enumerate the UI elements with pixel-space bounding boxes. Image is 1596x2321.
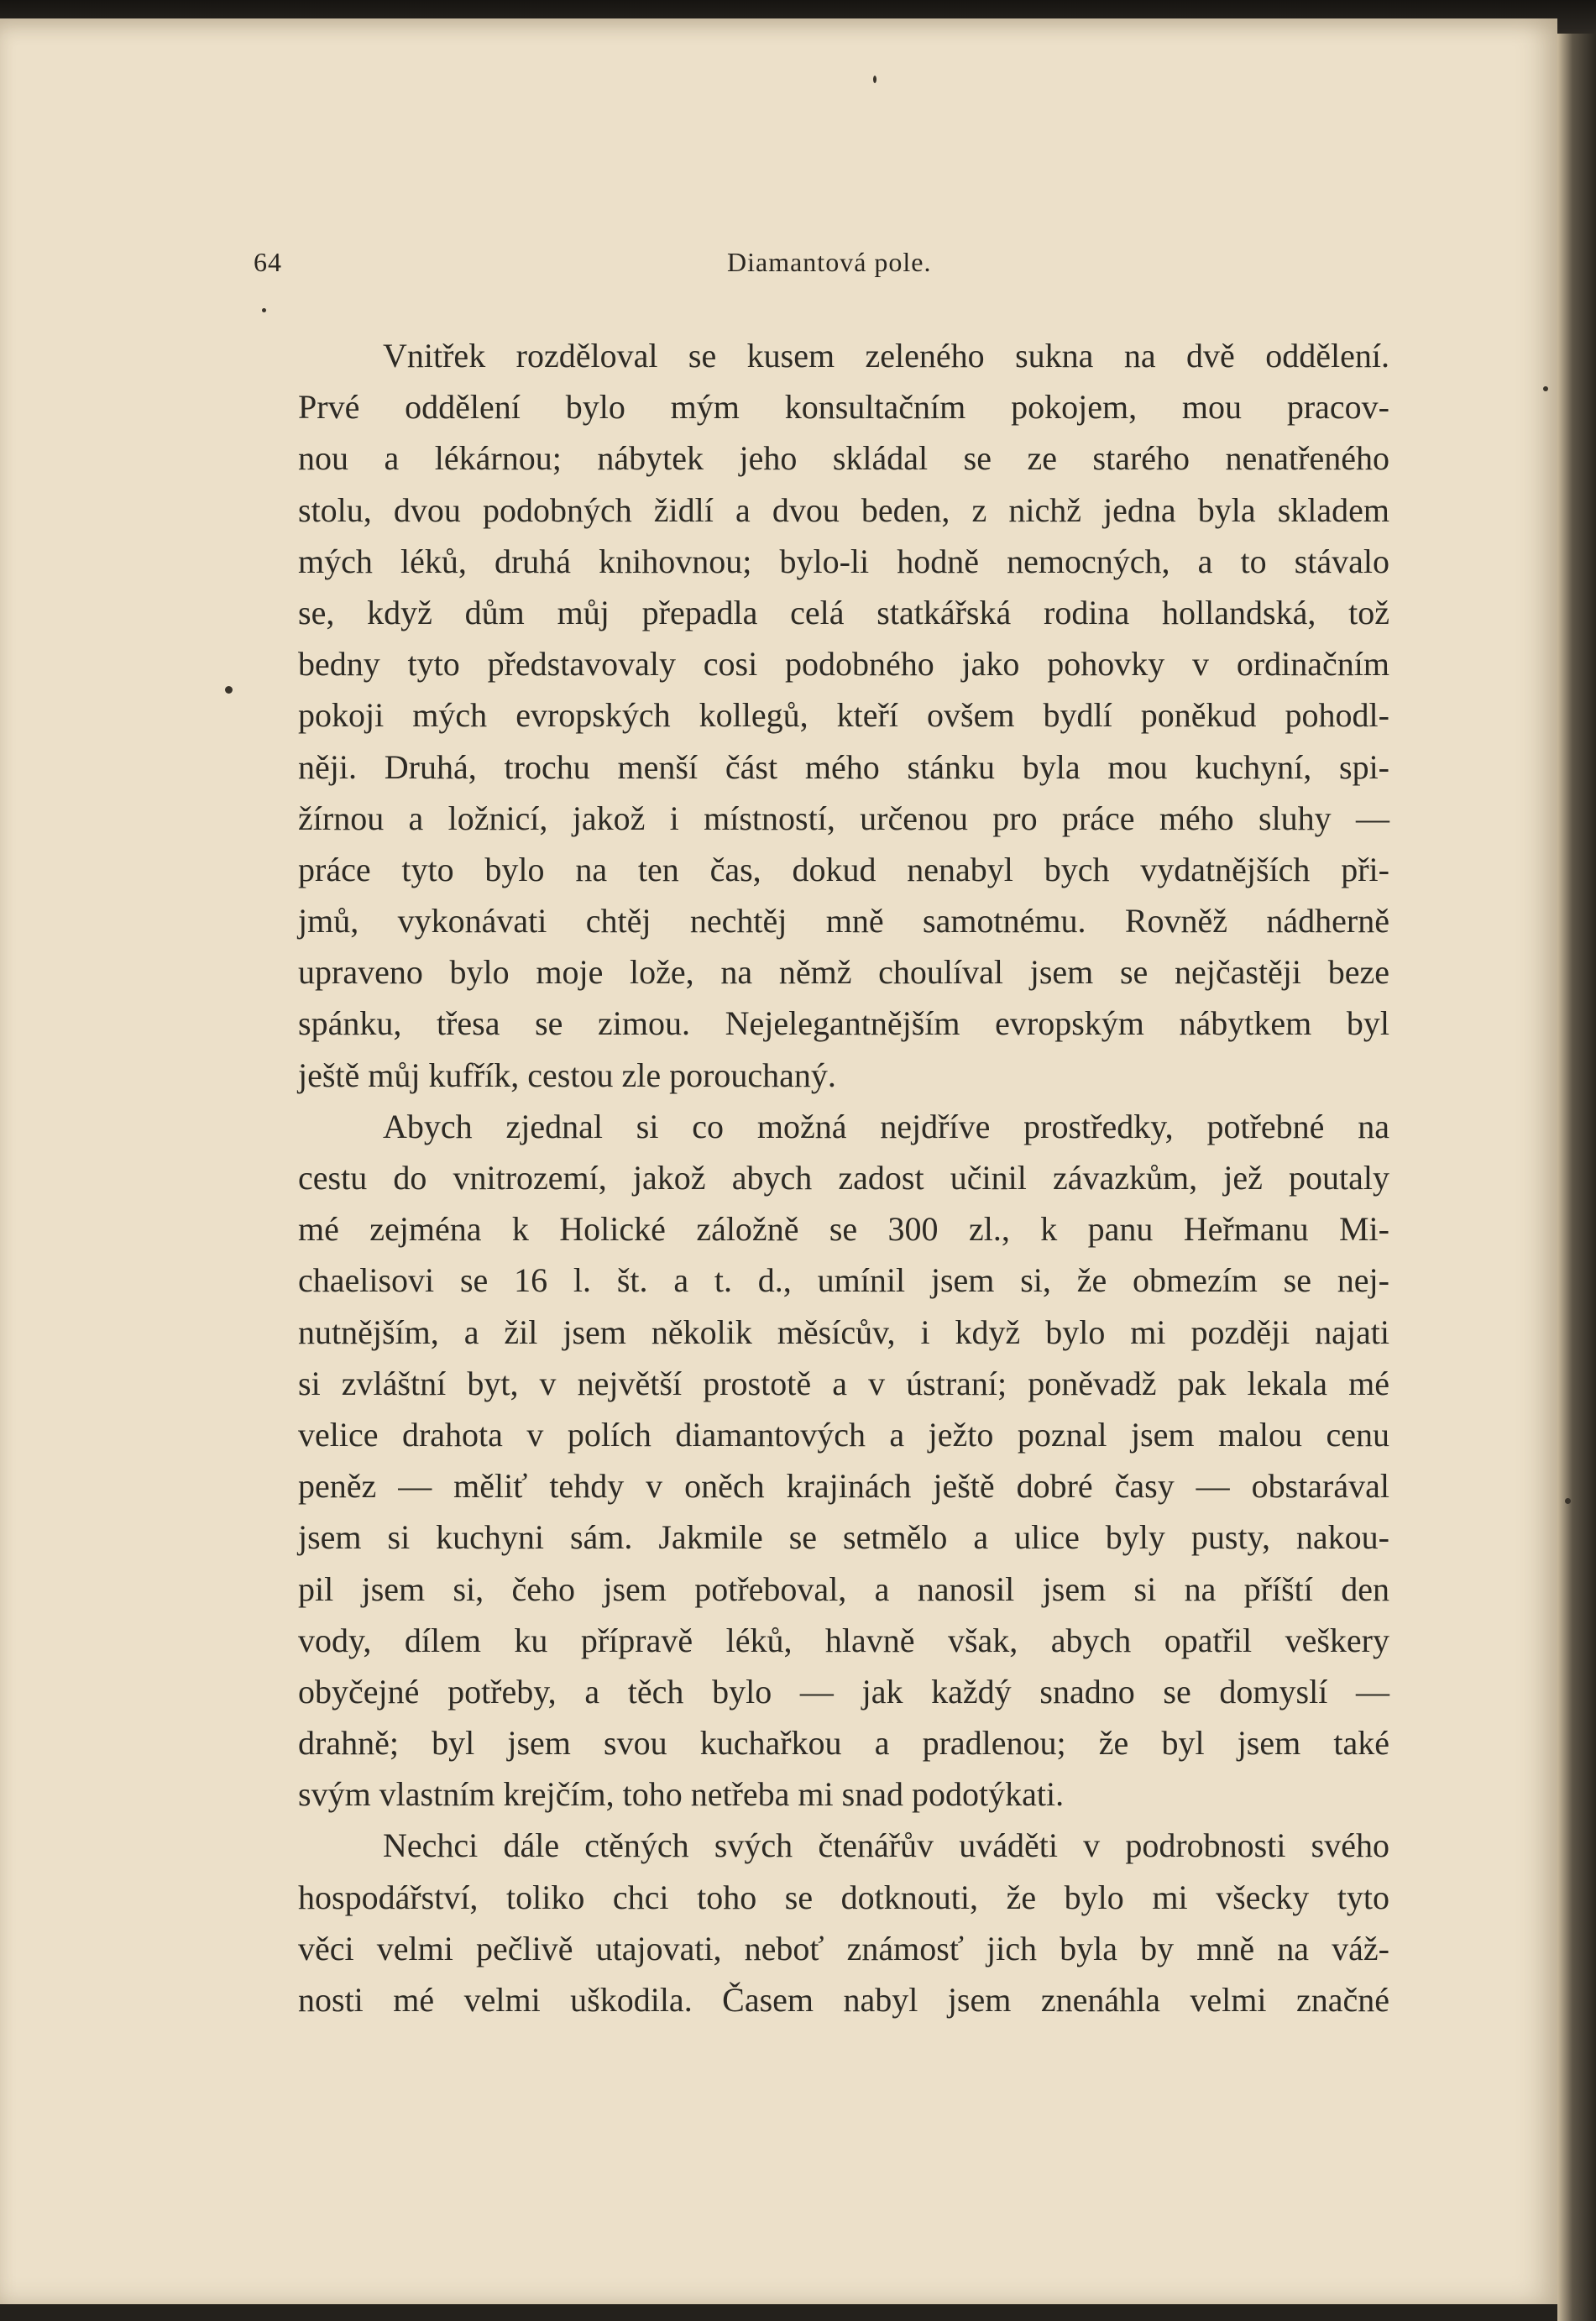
text-line: mé zejména k Holické záložně se 300 zl., k panu Heřmanu Mi- [298, 1210, 1389, 1249]
text-line: Prvé oddělení bylo mým konsultačním pokojem, mou pracov- [298, 388, 1389, 427]
text-line: jsem si kuchyni sám. Jakmile se setmělo a ulice byly pusty, nakou- [298, 1518, 1389, 1557]
paper-speck [1543, 386, 1548, 391]
paragraph-1 [298, 330, 1389, 1101]
paper-speck [873, 76, 876, 83]
text-line: jmů, vykonávati chtěj nechtěj mně samotnému. Rovněž nádherně [298, 902, 1389, 940]
text-line: spánku, třesa se zimou. Nejelegantnějším evropským nábytkem byl [298, 1004, 1389, 1043]
text-line: věci velmi pečlivě utajovati, neboť známosť jich byla by mně na váž- [298, 1929, 1389, 1967]
text-line: velice drahota v polích diamantových a ježto poznal jsem malou cenu [298, 1415, 1389, 1454]
text-line: Vnitřek rozděloval se kusem zeleného sukna na dvě oddělení. [383, 337, 1389, 375]
text-line: něji. Druhá, trochu menší část mého stánku byla mou kuchyní, spi- [298, 747, 1389, 786]
text-line: pil jsem si, čeho jsem potřeboval, a nanosil jsem si na příští den [298, 1569, 1389, 1608]
text-line: práce tyto bylo na ten čas, dokud nenabyl bych vydatnějších při- [298, 850, 1389, 888]
text-line: drahně; byl jsem svou kuchařkou a pradlenou; že byl jsem také [298, 1724, 1389, 1763]
text-line: stolu, dvou podobných židlí a dvou beden, z nichž jedna byla skladem [298, 490, 1389, 529]
text-line: nou a lékárnou; nábytek jeho skládal se ze starého nenatřeného [298, 439, 1389, 478]
text-line: bedny tyto představovaly cosi podobného jako pohovky v ordinačním [298, 645, 1389, 684]
text-line: vody, dílem ku přípravě léků, hlavně však, abych opatřil veškery [298, 1621, 1389, 1659]
page-number: 64 [254, 247, 282, 277]
text-line: žírnou a ložnicí, jakož i místností, určenou pro práce mého sluhy — [298, 799, 1389, 837]
book-page [0, 18, 1557, 2304]
text-line: Nechci dále ctěných svých čtenářův uváděti v podrobnosti svého [383, 1826, 1389, 1865]
page-edge-shadow [1557, 34, 1596, 2321]
text-line: pokoji mých evropských kollegů, kteří ovšem bydlí poněkud pohodl- [298, 696, 1389, 735]
text-line: cestu do vnitrozemí, jakož abych zadost učinil závazkům, jež poutaly [298, 1159, 1389, 1197]
paper-speck [225, 686, 233, 694]
text-line: se, když dům můj přepadla celá statkářská rodina hollandská, tož [298, 593, 1389, 631]
text-line: nutnějším, a žil jsem několik měsícův, i když bylo mi později najati [298, 1312, 1389, 1351]
text-line: Abych zjednal si co možná nejdříve prostředky, potřebné na [383, 1107, 1389, 1145]
paper-speck [1565, 1498, 1571, 1504]
text-line: svým vlastním krejčím, toho netřeba mi snad podotýkati. [298, 1775, 1065, 1814]
text-line: mých léků, druhá knihovnou; bylo-li hodně nemocných, a to stávalo [298, 542, 1389, 580]
running-title: Diamantová pole. [727, 247, 932, 277]
body-text [298, 330, 1389, 2025]
text-line: peněz — měliť tehdy v oněch krajinách ještě dobré časy — obstarával [298, 1467, 1389, 1506]
text-line: hospodářství, toliko chci toho se dotknouti, že bylo mi všecky tyto [298, 1878, 1389, 1916]
text-line: obyčejné potřeby, a těch bylo — jak každý snadno se domyslí — [298, 1672, 1389, 1711]
paragraph-3 [298, 1820, 1389, 2025]
paper-speck [262, 308, 266, 312]
text-line: chaelisovi se 16 l. št. a t. d., umínil jsem si, že obmezím se nej- [298, 1261, 1389, 1300]
page-header [0, 247, 1557, 289]
text-line: ještě můj kufřík, cestou zle porouchaný. [298, 1056, 836, 1094]
paragraph-2 [298, 1101, 1389, 1821]
text-line: si zvláštní byt, v největší prostotě a v ústraní; poněvadž pak lekala mé [298, 1364, 1389, 1402]
text-line: nosti mé velmi uškodila. Časem nabyl jsem znenáhla velmi značné [298, 1981, 1389, 2019]
text-line: upraveno bylo moje lože, na němž choulíval jsem se nejčastěji beze [298, 953, 1389, 992]
